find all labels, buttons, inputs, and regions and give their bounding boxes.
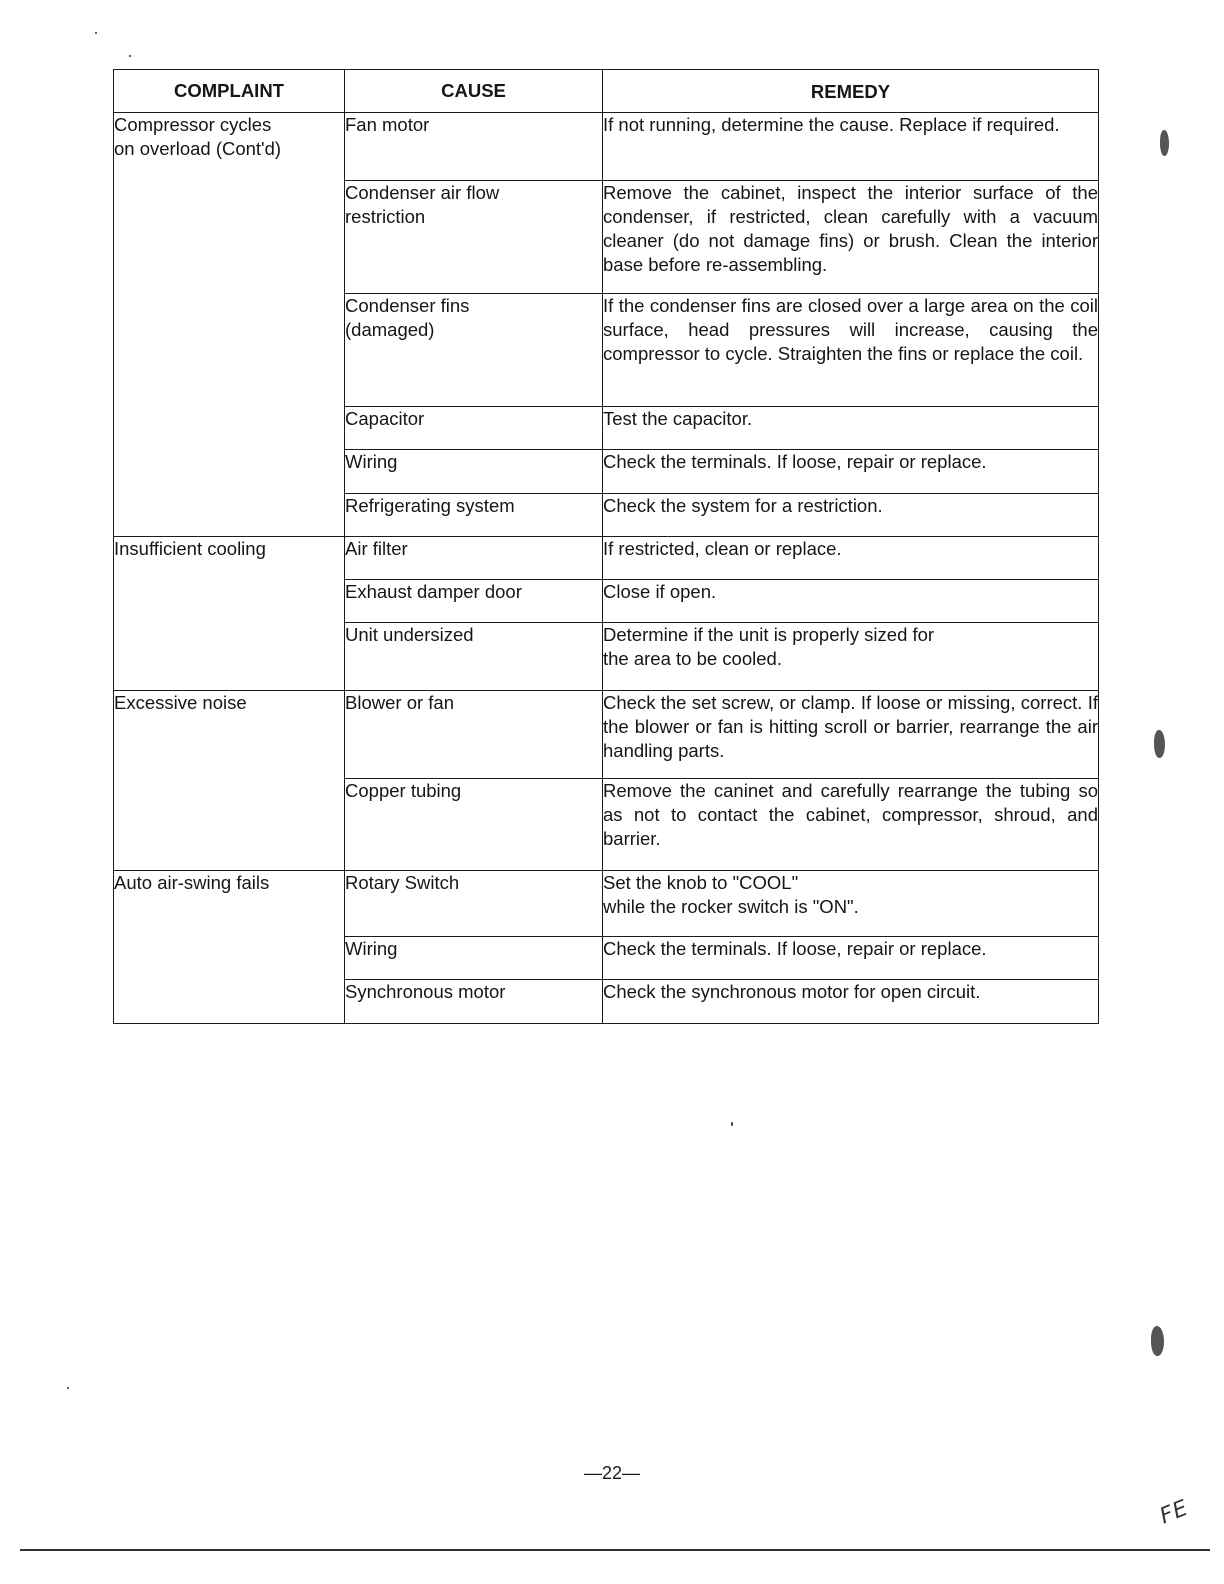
scan-blot	[1160, 130, 1169, 156]
cause-cell: Exhaust damper door	[345, 580, 603, 623]
cause-cell: Copper tubing	[345, 779, 603, 871]
header-remedy: REMEDY	[603, 70, 1099, 113]
complaint-cell: Excessive noise	[114, 691, 345, 871]
remedy-cell: Check the terminals. If loose, repair or replace.	[603, 937, 1099, 980]
bottom-rule	[20, 1549, 1210, 1551]
complaint-cell: Auto air-swing fails	[114, 871, 345, 1024]
troubleshooting-table	[113, 69, 1099, 1024]
remedy-cell: If the condenser fins are closed over a large area on the coil surface, head pressures will increase, causing the compressor to cycle. Straighten the fins or replace the coil.	[603, 294, 1099, 407]
remedy-cell: Determine if the unit is properly sized for the area to be cooled.	[603, 623, 1099, 691]
table-body	[114, 113, 1099, 1024]
scan-speck	[67, 1387, 69, 1389]
remedy-cell: Check the set screw, or clamp. If loose or missing, correct. If the blower or fan is hitting scroll or barrier, rearrange the air handling parts.	[603, 691, 1099, 779]
remedy-cell: Check the system for a restriction.	[603, 494, 1099, 537]
cause-cell: Refrigerating system	[345, 494, 603, 537]
table-header-row	[114, 70, 1099, 113]
cause-cell: Synchronous motor	[345, 980, 603, 1024]
cause-cell: Wiring	[345, 937, 603, 980]
scan-speck	[95, 32, 97, 34]
complaint-cell: Insufficient cooling	[114, 537, 345, 691]
cause-cell: Unit undersized	[345, 623, 603, 691]
remedy-cell: Test the capacitor.	[603, 407, 1099, 450]
cause-cell: Rotary Switch	[345, 871, 603, 937]
handwritten-initials: FE	[1156, 1495, 1193, 1530]
header-complaint: COMPLAINT	[114, 70, 345, 113]
cause-cell: Condenser air flow restriction	[345, 181, 603, 294]
page-number: —22—	[583, 1463, 641, 1483]
cause-cell: Air filter	[345, 537, 603, 580]
scan-blot	[1151, 1326, 1164, 1356]
remedy-cell: If restricted, clean or replace.	[603, 537, 1099, 580]
cause-cell: Capacitor	[345, 407, 603, 450]
remedy-cell: Close if open.	[603, 580, 1099, 623]
cause-cell: Blower or fan	[345, 691, 603, 779]
scan-speck	[731, 1122, 733, 1126]
table-row	[114, 537, 1099, 580]
remedy-cell: Check the terminals. If loose, repair or replace.	[603, 450, 1099, 494]
remedy-cell: Remove the cabinet, inspect the interior surface of the condenser, if restricted, clean carefully with a vacuum cleaner (do not damage fins) or brush. Clean the interior base before re-assembling.	[603, 181, 1099, 294]
scan-blot	[1154, 730, 1165, 758]
header-cause: CAUSE	[345, 70, 603, 113]
table-row	[114, 871, 1099, 937]
remedy-cell: Check the synchronous motor for open circuit.	[603, 980, 1099, 1024]
remedy-cell: Set the knob to "COOL" while the rocker switch is "ON".	[603, 871, 1099, 937]
table-row	[114, 113, 1099, 181]
cause-cell: Wiring	[345, 450, 603, 494]
cause-cell: Fan motor	[345, 113, 603, 181]
table-row	[114, 691, 1099, 779]
remedy-cell: If not running, determine the cause. Replace if required.	[603, 113, 1099, 181]
remedy-cell: Remove the caninet and carefully rearrange the tubing so as not to contact the cabinet, compressor, shroud, and barrier.	[603, 779, 1099, 871]
scan-speck	[129, 55, 131, 57]
cause-cell: Condenser fins (damaged)	[345, 294, 603, 407]
complaint-cell: Compressor cycles on overload (Cont'd)	[114, 113, 345, 537]
